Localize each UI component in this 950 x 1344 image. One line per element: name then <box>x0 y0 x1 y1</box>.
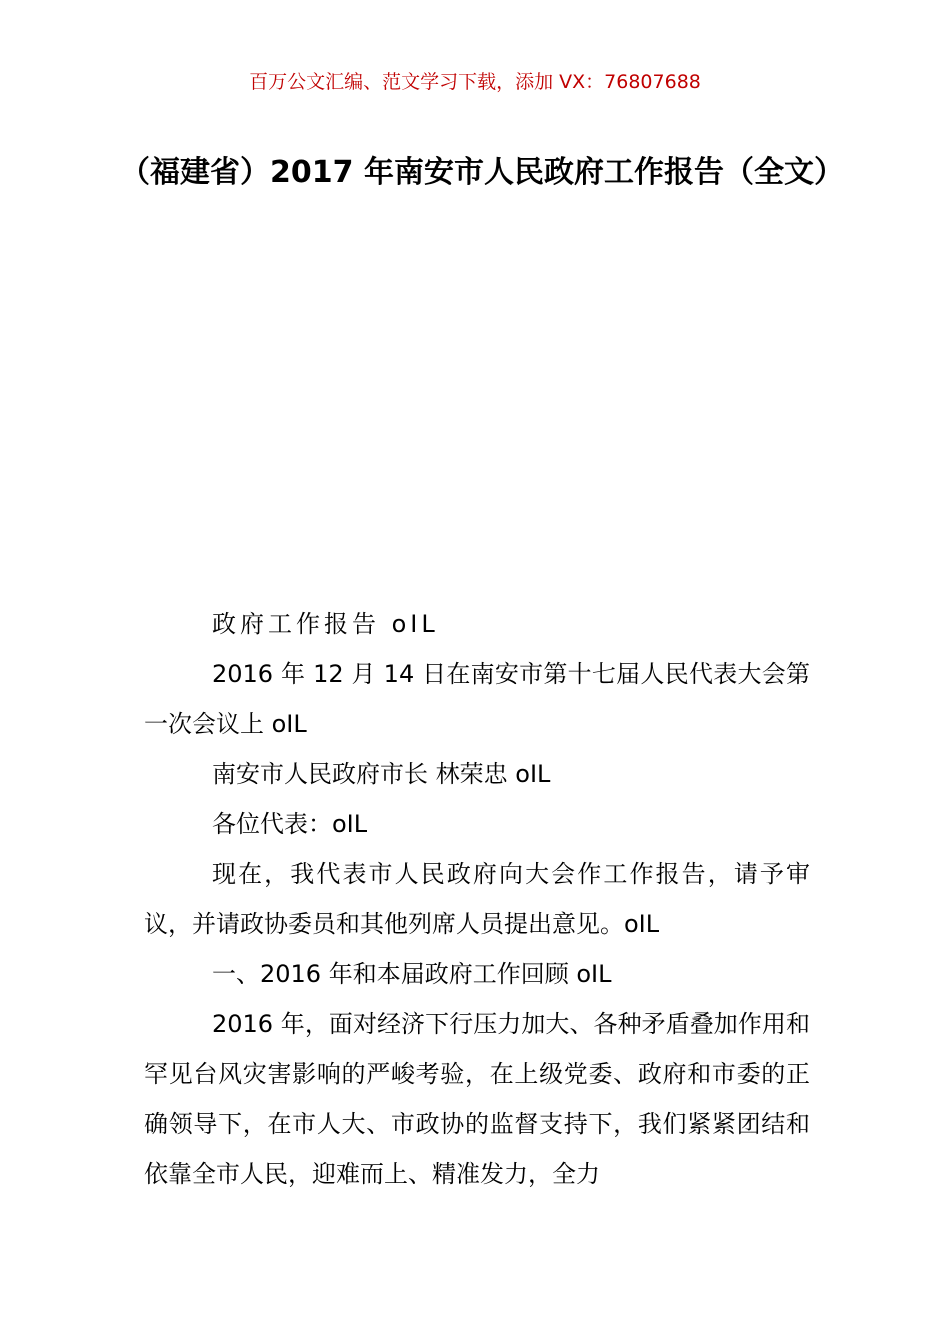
header-note: 百万公文汇编、范文学习下载，添加 VX：76807688 <box>249 71 701 93</box>
review-paragraph: 2016 年，面对经济下行压力加大、各种矛盾叠加作用和罕见台风灾害影响的严峻考验，在上级党委、政府和市委的正确领导下，在市人大、市政协的监督支持下，我们紧紧团结和依靠全市人民，迎难而上、精准发力，全力 <box>144 1010 810 1188</box>
section-heading: 一、2016 年和本届政府工作回顾 oIL <box>212 960 612 988</box>
document-body <box>144 599 810 1199</box>
document-title: （福建省）2017 年南安市人民政府工作报告（全文） <box>120 155 844 190</box>
report-heading: 政府工作报告 oIL <box>212 610 439 638</box>
opening-paragraph: 现在，我代表市人民政府向大会作工作报告，请予审议，并请政协委员和其他列席人员提出意见。oIL <box>144 860 810 938</box>
salutation: 各位代表：oIL <box>212 810 368 838</box>
speaker-line: 南安市人民政府市长 林荣忠 oIL <box>212 760 551 788</box>
meeting-date-line: 2016 年 12 月 14 日在南安市第十七届人民代表大会第一次会议上 oIL <box>144 660 810 738</box>
